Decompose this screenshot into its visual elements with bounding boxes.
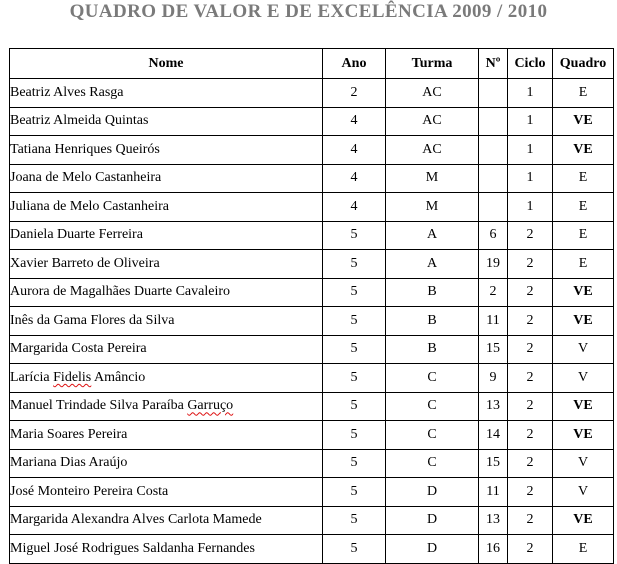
cell-quadro: VE xyxy=(553,307,614,336)
cell-numero: 19 xyxy=(479,250,508,279)
cell-ano: 5 xyxy=(323,478,386,507)
cell-quadro: VE xyxy=(553,278,614,307)
cell-turma: B xyxy=(386,335,479,364)
column-header-nome: Nome xyxy=(10,49,323,79)
cell-numero: 13 xyxy=(479,506,508,535)
cell-turma: D xyxy=(386,506,479,535)
cell-nome: Tatiana Henriques Queirós xyxy=(10,136,323,165)
cell-ciclo: 1 xyxy=(508,107,553,136)
column-header-ano: Ano xyxy=(323,49,386,79)
table-row xyxy=(10,164,614,193)
cell-turma: B xyxy=(386,307,479,336)
cell-ano: 5 xyxy=(323,449,386,478)
cell-numero: 15 xyxy=(479,449,508,478)
cell-quadro: VE xyxy=(553,421,614,450)
cell-numero: 6 xyxy=(479,221,508,250)
cell-ano: 5 xyxy=(323,221,386,250)
table-header-row xyxy=(10,49,614,79)
cell-ano: 4 xyxy=(323,164,386,193)
cell-ano: 5 xyxy=(323,506,386,535)
cell-numero xyxy=(479,107,508,136)
table-row xyxy=(10,478,614,507)
cell-ciclo: 2 xyxy=(508,221,553,250)
cell-turma: C xyxy=(386,421,479,450)
cell-turma: A xyxy=(386,250,479,279)
cell-ciclo: 2 xyxy=(508,478,553,507)
cell-nome: Juliana de Melo Castanheira xyxy=(10,193,323,222)
cell-ano: 5 xyxy=(323,335,386,364)
column-header-ciclo: Ciclo xyxy=(508,49,553,79)
cell-quadro: VE xyxy=(553,107,614,136)
cell-ciclo: 1 xyxy=(508,164,553,193)
cell-nome: Aurora de Magalhães Duarte Cavaleiro xyxy=(10,278,323,307)
cell-ano: 2 xyxy=(323,79,386,108)
cell-ciclo: 2 xyxy=(508,364,553,393)
table-row xyxy=(10,506,614,535)
table-row xyxy=(10,79,614,108)
cell-ano: 5 xyxy=(323,278,386,307)
cell-nome: Margarida Alexandra Alves Carlota Mamede xyxy=(10,506,323,535)
cell-nome: José Monteiro Pereira Costa xyxy=(10,478,323,507)
cell-turma: AC xyxy=(386,136,479,165)
cell-ciclo: 2 xyxy=(508,307,553,336)
cell-nome: Daniela Duarte Ferreira xyxy=(10,221,323,250)
page-title: QUADRO DE VALOR E DE EXCELÊNCIA 2009 / 2010 xyxy=(69,1,548,22)
cell-quadro: E xyxy=(553,250,614,279)
cell-numero: 15 xyxy=(479,335,508,364)
cell-ano: 5 xyxy=(323,535,386,564)
cell-ciclo: 2 xyxy=(508,392,553,421)
cell-numero xyxy=(479,79,508,108)
table-row xyxy=(10,278,614,307)
cell-turma: D xyxy=(386,478,479,507)
table-row xyxy=(10,364,614,393)
cell-nome: Xavier Barreto de Oliveira xyxy=(10,250,323,279)
cell-nome: Beatriz Alves Rasga xyxy=(10,79,323,108)
cell-ano: 5 xyxy=(323,364,386,393)
cell-ano: 4 xyxy=(323,193,386,222)
cell-ano: 4 xyxy=(323,136,386,165)
cell-quadro: VE xyxy=(553,136,614,165)
cell-quadro: V xyxy=(553,449,614,478)
cell-ciclo: 1 xyxy=(508,193,553,222)
cell-turma: A xyxy=(386,221,479,250)
cell-numero: 2 xyxy=(479,278,508,307)
cell-nome: Maria Soares Pereira xyxy=(10,421,323,450)
table-row xyxy=(10,421,614,450)
cell-turma: AC xyxy=(386,79,479,108)
cell-quadro: E xyxy=(553,79,614,108)
cell-quadro: VE xyxy=(553,392,614,421)
cell-nome-text: Manuel Trindade Silva Paraíba Garruço xyxy=(10,398,234,414)
cell-ciclo: 2 xyxy=(508,335,553,364)
cell-quadro: E xyxy=(553,535,614,564)
cell-quadro: E xyxy=(553,193,614,222)
cell-ciclo: 2 xyxy=(508,250,553,279)
table-row xyxy=(10,221,614,250)
cell-ano: 4 xyxy=(323,107,386,136)
cell-turma: C xyxy=(386,449,479,478)
column-header-numero: Nº xyxy=(479,49,508,79)
cell-ano: 5 xyxy=(323,250,386,279)
table-row xyxy=(10,307,614,336)
spellcheck-flag: Fidelis xyxy=(53,369,92,385)
table-row xyxy=(10,535,614,564)
cell-turma: M xyxy=(386,164,479,193)
cell-quadro: E xyxy=(553,221,614,250)
cell-nome: Beatriz Almeida Quintas xyxy=(10,107,323,136)
cell-numero: 13 xyxy=(479,392,508,421)
cell-ciclo: 2 xyxy=(508,535,553,564)
cell-quadro: V xyxy=(553,478,614,507)
cell-nome: Margarida Costa Pereira xyxy=(10,335,323,364)
cell-numero: 11 xyxy=(479,307,508,336)
table-row xyxy=(10,193,614,222)
column-header-turma: Turma xyxy=(386,49,479,79)
cell-ciclo: 1 xyxy=(508,136,553,165)
cell-nome: Inês da Gama Flores da Silva xyxy=(10,307,323,336)
cell-turma: C xyxy=(386,364,479,393)
column-header-quadro: Quadro xyxy=(553,49,614,79)
table-row xyxy=(10,107,614,136)
cell-turma: B xyxy=(386,278,479,307)
cell-ano: 5 xyxy=(323,421,386,450)
spellcheck-flag: Garruço xyxy=(187,398,234,414)
cell-turma: AC xyxy=(386,107,479,136)
cell-numero: 9 xyxy=(479,364,508,393)
table-row xyxy=(10,449,614,478)
cell-numero: 16 xyxy=(479,535,508,564)
cell-nome: Mariana Dias Araújo xyxy=(10,449,323,478)
cell-nome: Miguel José Rodrigues Saldanha Fernandes xyxy=(10,535,323,564)
cell-numero xyxy=(479,136,508,165)
cell-numero: 14 xyxy=(479,421,508,450)
cell-numero xyxy=(479,193,508,222)
honor-roll-table xyxy=(9,48,614,564)
cell-ciclo: 1 xyxy=(508,79,553,108)
cell-ciclo: 2 xyxy=(508,278,553,307)
cell-ano: 5 xyxy=(323,392,386,421)
cell-nome xyxy=(10,392,323,421)
table-row xyxy=(10,136,614,165)
table-row xyxy=(10,250,614,279)
cell-turma: D xyxy=(386,535,479,564)
cell-nome xyxy=(10,364,323,393)
table-row xyxy=(10,335,614,364)
cell-quadro: V xyxy=(553,364,614,393)
cell-turma: M xyxy=(386,193,479,222)
cell-quadro: VE xyxy=(553,506,614,535)
cell-ciclo: 2 xyxy=(508,421,553,450)
cell-ciclo: 2 xyxy=(508,506,553,535)
cell-nome: Joana de Melo Castanheira xyxy=(10,164,323,193)
table-row xyxy=(10,392,614,421)
cell-ano: 5 xyxy=(323,307,386,336)
cell-numero: 11 xyxy=(479,478,508,507)
cell-quadro: E xyxy=(553,164,614,193)
cell-turma: C xyxy=(386,392,479,421)
cell-ciclo: 2 xyxy=(508,449,553,478)
cell-numero xyxy=(479,164,508,193)
cell-nome-text: Larícia Fidelis Amâncio xyxy=(10,369,146,385)
cell-quadro: V xyxy=(553,335,614,364)
